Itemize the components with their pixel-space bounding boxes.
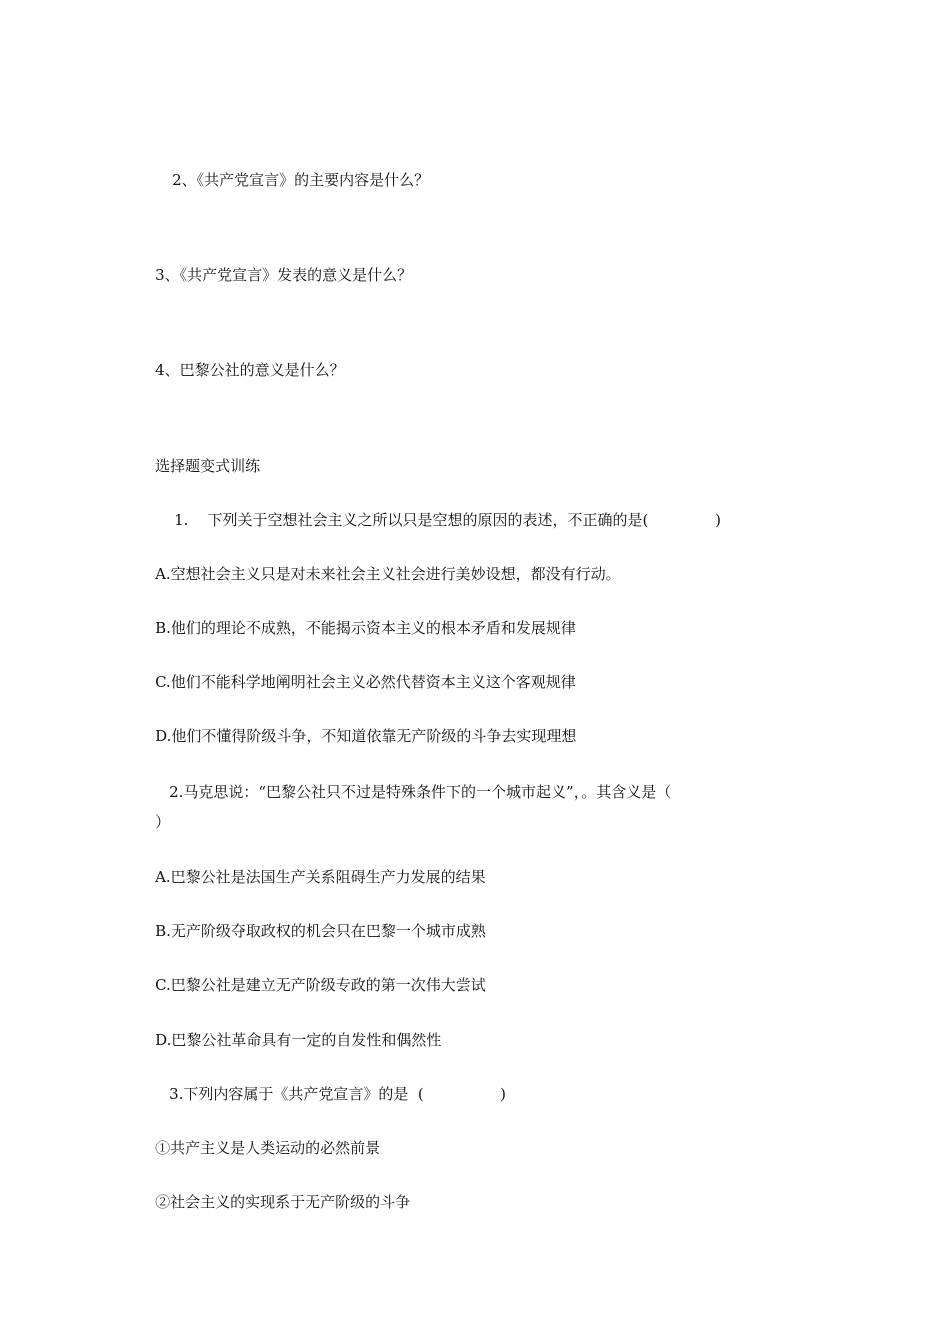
section-title bbox=[136, 436, 260, 496]
mcq-2-option-c bbox=[136, 955, 486, 1015]
option-text: B.无产阶级夺取政权的机会只在巴黎一个城市成熟 bbox=[155, 922, 486, 940]
question-3 bbox=[136, 245, 412, 305]
mcq-1-option-a bbox=[136, 544, 621, 604]
question-4 bbox=[136, 340, 345, 400]
mcq-1-option-c bbox=[136, 652, 576, 712]
mcq-1-option-b bbox=[136, 598, 576, 658]
mcq-2-stem bbox=[150, 762, 671, 822]
item-text: ②社会主义的实现系于无产阶级的斗争 bbox=[155, 1193, 411, 1211]
mcq-3-stem bbox=[150, 1064, 506, 1124]
mcq-1-stem-text: 1. 下列关于空想社会主义之所以只是空想的原因的表述，不正确的是( ) bbox=[174, 511, 721, 529]
option-text: A.巴黎公社是法国生产关系阻碍生产力发展的结果 bbox=[155, 868, 486, 886]
mcq-3-item-2 bbox=[136, 1172, 410, 1232]
option-text: D.巴黎公社革命具有一定的自发性和偶然性 bbox=[155, 1031, 442, 1049]
mcq-3-stem-text: 3.下列内容属于《共产党宣言》的是 ( ) bbox=[169, 1085, 506, 1103]
option-text: B.他们的理论不成熟，不能揭示资本主义的根本矛盾和发展规律 bbox=[155, 619, 576, 637]
mcq-2-stem-text-continued: ） bbox=[155, 813, 171, 831]
mcq-1-stem bbox=[155, 490, 721, 550]
option-text: D.他们不懂得阶级斗争，不知道依靠无产阶级的斗争去实现理想 bbox=[155, 727, 577, 745]
mcq-2-option-b bbox=[136, 901, 486, 961]
section-title-text: 选择题变式训练 bbox=[155, 457, 261, 475]
mcq-3-item-1 bbox=[136, 1118, 380, 1178]
mcq-2-stem-continued bbox=[136, 792, 170, 852]
option-text: C.他们不能科学地阐明社会主义必然代替资本主义这个客观规律 bbox=[155, 673, 576, 691]
option-text: C.巴黎公社是建立无产阶级专政的第一次伟大尝试 bbox=[155, 976, 486, 994]
option-text: A.空想社会主义只是对未来社会主义社会进行美妙设想，都没有行动。 bbox=[155, 565, 621, 583]
question-2 bbox=[153, 150, 429, 210]
mcq-2-option-d bbox=[136, 1010, 441, 1070]
item-text: ①共产主义是人类运动的必然前景 bbox=[155, 1139, 381, 1157]
mcq-2-stem-text: 2.马克思说：“巴黎公社只不过是特殊条件下的一个城市起义”，。其含义是（ bbox=[169, 783, 672, 801]
mcq-2-option-a bbox=[136, 847, 486, 907]
mcq-1-option-d bbox=[136, 706, 576, 766]
question-2-text: 2、《共产党宣言》的主要内容是什么？ bbox=[172, 171, 430, 189]
question-3-text: 3、《共产党宣言》发表的意义是什么？ bbox=[155, 266, 413, 284]
question-4-text: 4、巴黎公社的意义是什么？ bbox=[155, 361, 345, 379]
